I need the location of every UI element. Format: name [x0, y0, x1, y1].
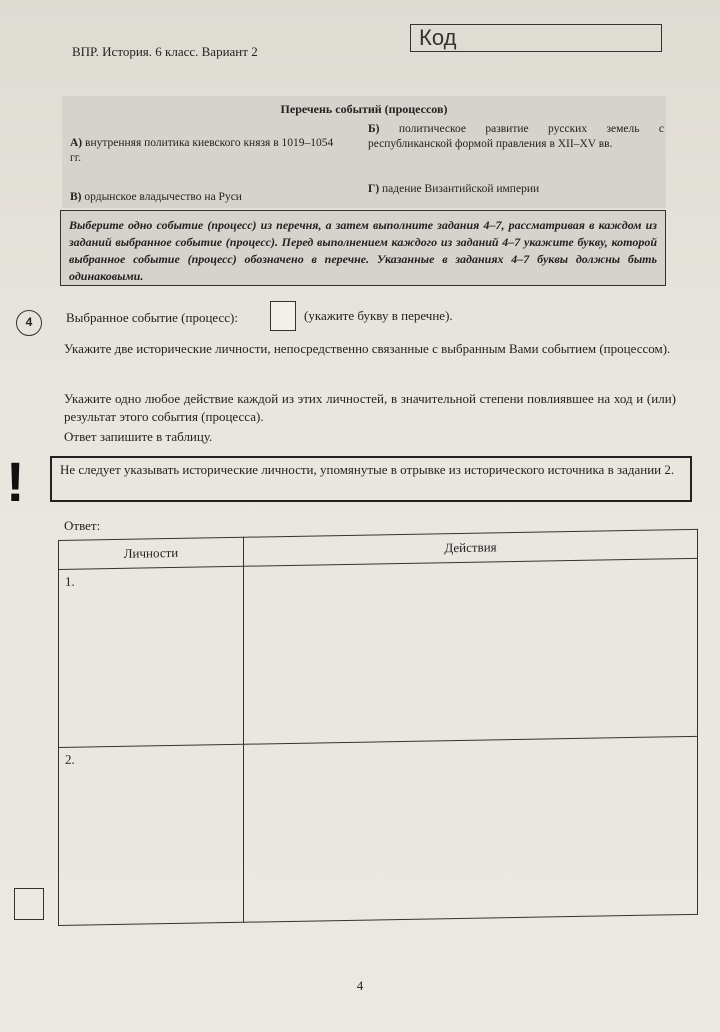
task-number: 4	[16, 310, 42, 336]
action-cell-2[interactable]	[244, 736, 698, 922]
selected-letter-input[interactable]	[270, 301, 296, 331]
task-paragraph-3: Ответ запишите в таблицу.	[64, 429, 213, 444]
selected-event-hint: (укажите букву в перечне).	[304, 308, 453, 323]
code-field[interactable]: Код	[410, 24, 662, 52]
header-actions: Действия	[244, 529, 698, 566]
warning-box: Не следует указывать исторические личности, упомянутые в отрывке из исторического источника в задании 2.	[50, 456, 692, 502]
selected-event-label: Выбранное событие (процесс):	[66, 310, 238, 325]
event-b-letter: Б)	[368, 123, 380, 135]
event-a	[70, 136, 340, 166]
event-b-text: политическое развитие русских земель с республиканской формой правления в XII–XV вв.	[368, 123, 664, 150]
event-g-text: падение Византийской империи	[382, 183, 540, 195]
header-persons: Личности	[59, 537, 244, 569]
events-title: Перечень событий (процессов)	[280, 102, 448, 116]
header-title: ВПР. История. 6 класс. Вариант 2	[72, 44, 258, 59]
event-v-letter: В)	[70, 191, 82, 203]
events-list	[62, 96, 666, 208]
table-row	[59, 736, 698, 925]
person-cell-1[interactable]: 1.	[59, 566, 244, 747]
event-g-letter: Г)	[368, 183, 380, 195]
table-row	[59, 558, 698, 747]
warning-icon: !	[6, 450, 25, 513]
event-v	[70, 190, 340, 205]
answer-label: Ответ:	[64, 518, 101, 533]
action-cell-1[interactable]	[244, 558, 698, 744]
event-a-text: внутренняя политика киевского князя в 1019–1054 гг.	[70, 137, 334, 164]
task-paragraph-1: Укажите две исторические личности, непосредственно связанные с выбранным Вами событием (процессом).	[64, 341, 671, 356]
person-cell-2[interactable]: 2.	[59, 744, 244, 925]
page-number: 4	[356, 978, 364, 993]
event-b	[368, 122, 664, 152]
event-a-letter: А)	[70, 137, 83, 149]
instruction-box: Выберите одно событие (процесс) из перечня, а затем выполните задания 4–7, рассматривая в каждом из заданий выбранное событие (процесс). Перед выполнением каждого из заданий 4–7 укажите букву, которой выбранное событие (процесс) обозначено в перечне. Указанные в заданиях 4–7 буквы должны быть одинаковыми.	[60, 210, 666, 286]
answer-table	[58, 529, 698, 926]
event-v-text: ордынское владычество на Руси	[84, 191, 242, 203]
event-g	[368, 182, 664, 197]
task-paragraph-2: Укажите одно любое действие каждой из этих личностей, в значительной степени повлиявшее на ход и (или) результат этого события (процесса).	[64, 391, 676, 424]
score-box	[14, 888, 44, 920]
